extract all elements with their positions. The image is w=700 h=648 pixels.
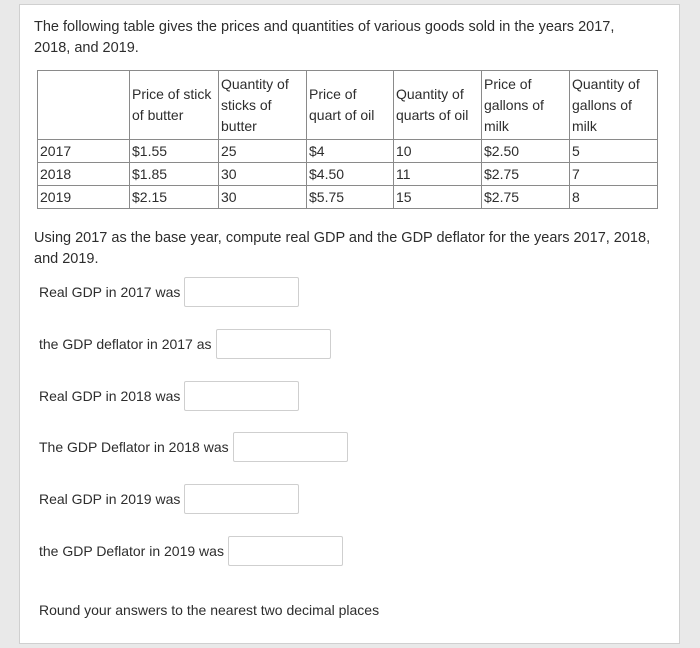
- gdp-deflator-2018-input[interactable]: [233, 432, 348, 462]
- table-cell: $1.85: [130, 163, 219, 186]
- question-label: Real GDP in 2018 was: [39, 388, 181, 404]
- table-cell: 30: [219, 163, 307, 186]
- table-row: [38, 186, 658, 209]
- real-gdp-2018-input[interactable]: [184, 381, 299, 411]
- table-cell: $2.75: [482, 186, 570, 209]
- rounding-note: Round your answers to the nearest two decimal places: [39, 602, 380, 618]
- question-label: The GDP Deflator in 2018 was: [39, 439, 229, 455]
- table-cell: 15: [394, 186, 482, 209]
- year-cell: 2017: [38, 140, 130, 163]
- header-cell-milk-price: Price of gallons of milk: [482, 71, 570, 140]
- table-cell: $5.75: [307, 186, 394, 209]
- year-cell: 2019: [38, 186, 130, 209]
- instructions-text: Using 2017 as the base year, compute real GDP and the GDP deflator for the years 2017, 2018, and 2019.: [34, 230, 651, 267]
- question-label: Real GDP in 2017 was: [39, 284, 181, 300]
- question-label: the GDP Deflator in 2019 was: [39, 543, 224, 559]
- table-cell: 10: [394, 140, 482, 163]
- table-cell: 5: [570, 140, 658, 163]
- header-cell-butter-quantity: Quantity of sticks of butter: [219, 71, 307, 140]
- gdp-deflator-2017-input[interactable]: [216, 329, 331, 359]
- table-row: [38, 140, 658, 163]
- question-label: the GDP deflator in 2017 as: [39, 336, 212, 352]
- question-real-gdp-2018: [39, 381, 299, 411]
- table-cell: $4.50: [307, 163, 394, 186]
- header-cell-butter-price: Price of stick of butter: [130, 71, 219, 140]
- question-real-gdp-2019: [39, 484, 299, 514]
- header-cell-oil-price: Price of quart of oil: [307, 71, 394, 140]
- table-cell: $2.50: [482, 140, 570, 163]
- table-cell: 8: [570, 186, 658, 209]
- real-gdp-2019-input[interactable]: [184, 484, 299, 514]
- question-real-gdp-2017: [39, 277, 299, 307]
- table-cell: 30: [219, 186, 307, 209]
- table-cell: $2.15: [130, 186, 219, 209]
- table-header-row: [38, 71, 658, 140]
- year-cell: 2018: [38, 163, 130, 186]
- real-gdp-2017-input[interactable]: [184, 277, 299, 307]
- table-cell: $2.75: [482, 163, 570, 186]
- table-cell: 7: [570, 163, 658, 186]
- question-gdp-deflator-2017: [39, 329, 331, 359]
- question-card: [19, 4, 680, 644]
- header-cell-year: [38, 71, 130, 140]
- gdp-deflator-2019-input[interactable]: [228, 536, 343, 566]
- table-row: [38, 163, 658, 186]
- table-cell: $4: [307, 140, 394, 163]
- header-cell-milk-quantity: Quantity of gallons of milk: [570, 71, 658, 140]
- question-label: Real GDP in 2019 was: [39, 491, 181, 507]
- table-cell: 11: [394, 163, 482, 186]
- price-quantity-table: [37, 70, 658, 209]
- question-gdp-deflator-2018: [39, 432, 348, 462]
- intro-text: The following table gives the prices and quantities of various goods sold in the years 2017, 2018, and 2019.: [34, 19, 615, 56]
- question-gdp-deflator-2019: [39, 536, 343, 566]
- header-cell-oil-quantity: Quantity of quarts of oil: [394, 71, 482, 140]
- table-cell: 25: [219, 140, 307, 163]
- table-cell: $1.55: [130, 140, 219, 163]
